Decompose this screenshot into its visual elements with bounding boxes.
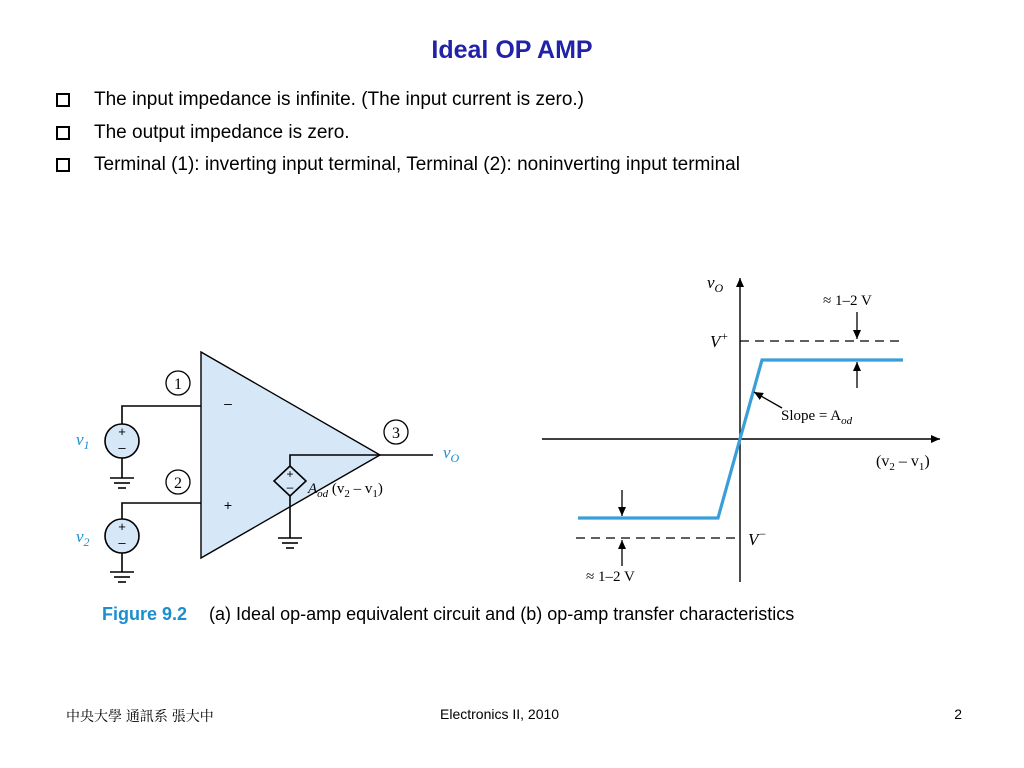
dep-source-expression: $A_{od}$ $(v_2 - v_1)$ xyxy=(308,481,383,500)
v2-minus-sign: – xyxy=(118,535,126,550)
bullet-text: The output impedance is zero. xyxy=(94,121,350,143)
v1-label: $v_1$ xyxy=(76,430,90,452)
bullet-text: Terminal (1): inverting input terminal, Terminal (2): noninverting input terminal xyxy=(94,154,740,175)
input-2-wire xyxy=(122,503,201,519)
footer-left: 中央大學 通訊系 張大中 xyxy=(66,708,214,724)
dep-minus-sign: – xyxy=(286,480,294,494)
figure-caption-text: (a) Ideal op-amp equivalent circuit and (b) op-amp transfer characteristics xyxy=(209,604,795,624)
noninverting-input-sign: + xyxy=(223,497,233,513)
v-minus-label: V− xyxy=(748,527,767,549)
figure-label: Figure 9.2 xyxy=(102,604,188,624)
v1-minus-sign: – xyxy=(118,440,126,455)
y-axis-label: $v_O$ xyxy=(707,273,724,295)
vo-label: $v_O$ xyxy=(443,443,460,465)
ground-icon xyxy=(110,478,134,488)
inverting-input-sign: – xyxy=(224,395,232,411)
v-plus-label: V+ xyxy=(710,329,729,351)
v2-plus-sign: + xyxy=(118,519,126,534)
approx-top-label: ≈ 1–2 V xyxy=(823,293,872,309)
figure-caption xyxy=(102,604,794,625)
terminal-2-label: 2 xyxy=(174,475,182,492)
ground-icon xyxy=(110,572,134,582)
page-number: 2 xyxy=(954,706,962,722)
approx-bottom-label: ≈ 1–2 V xyxy=(586,569,635,585)
v2-label: $v_2$ xyxy=(76,527,90,549)
slope-pointer-arrow xyxy=(754,392,782,408)
terminal-3-label: 3 xyxy=(392,425,400,442)
input-1-wire xyxy=(122,406,201,424)
terminal-1-label: 1 xyxy=(174,376,182,393)
ground-icon xyxy=(278,538,302,548)
transfer-plot xyxy=(542,273,940,585)
footer-center: Electronics II, 2010 xyxy=(440,706,560,722)
slope-label: Slope = $A_{od}$ xyxy=(781,408,853,427)
slide-title: Ideal OP AMP xyxy=(431,36,593,64)
bullet-text: The input impedance is infinite. (The input current is zero.) xyxy=(94,89,585,110)
dep-plus-sign: + xyxy=(286,467,294,481)
v1-plus-sign: + xyxy=(118,424,126,439)
x-axis-label: $(v_2 - v_1)$ xyxy=(876,453,930,473)
